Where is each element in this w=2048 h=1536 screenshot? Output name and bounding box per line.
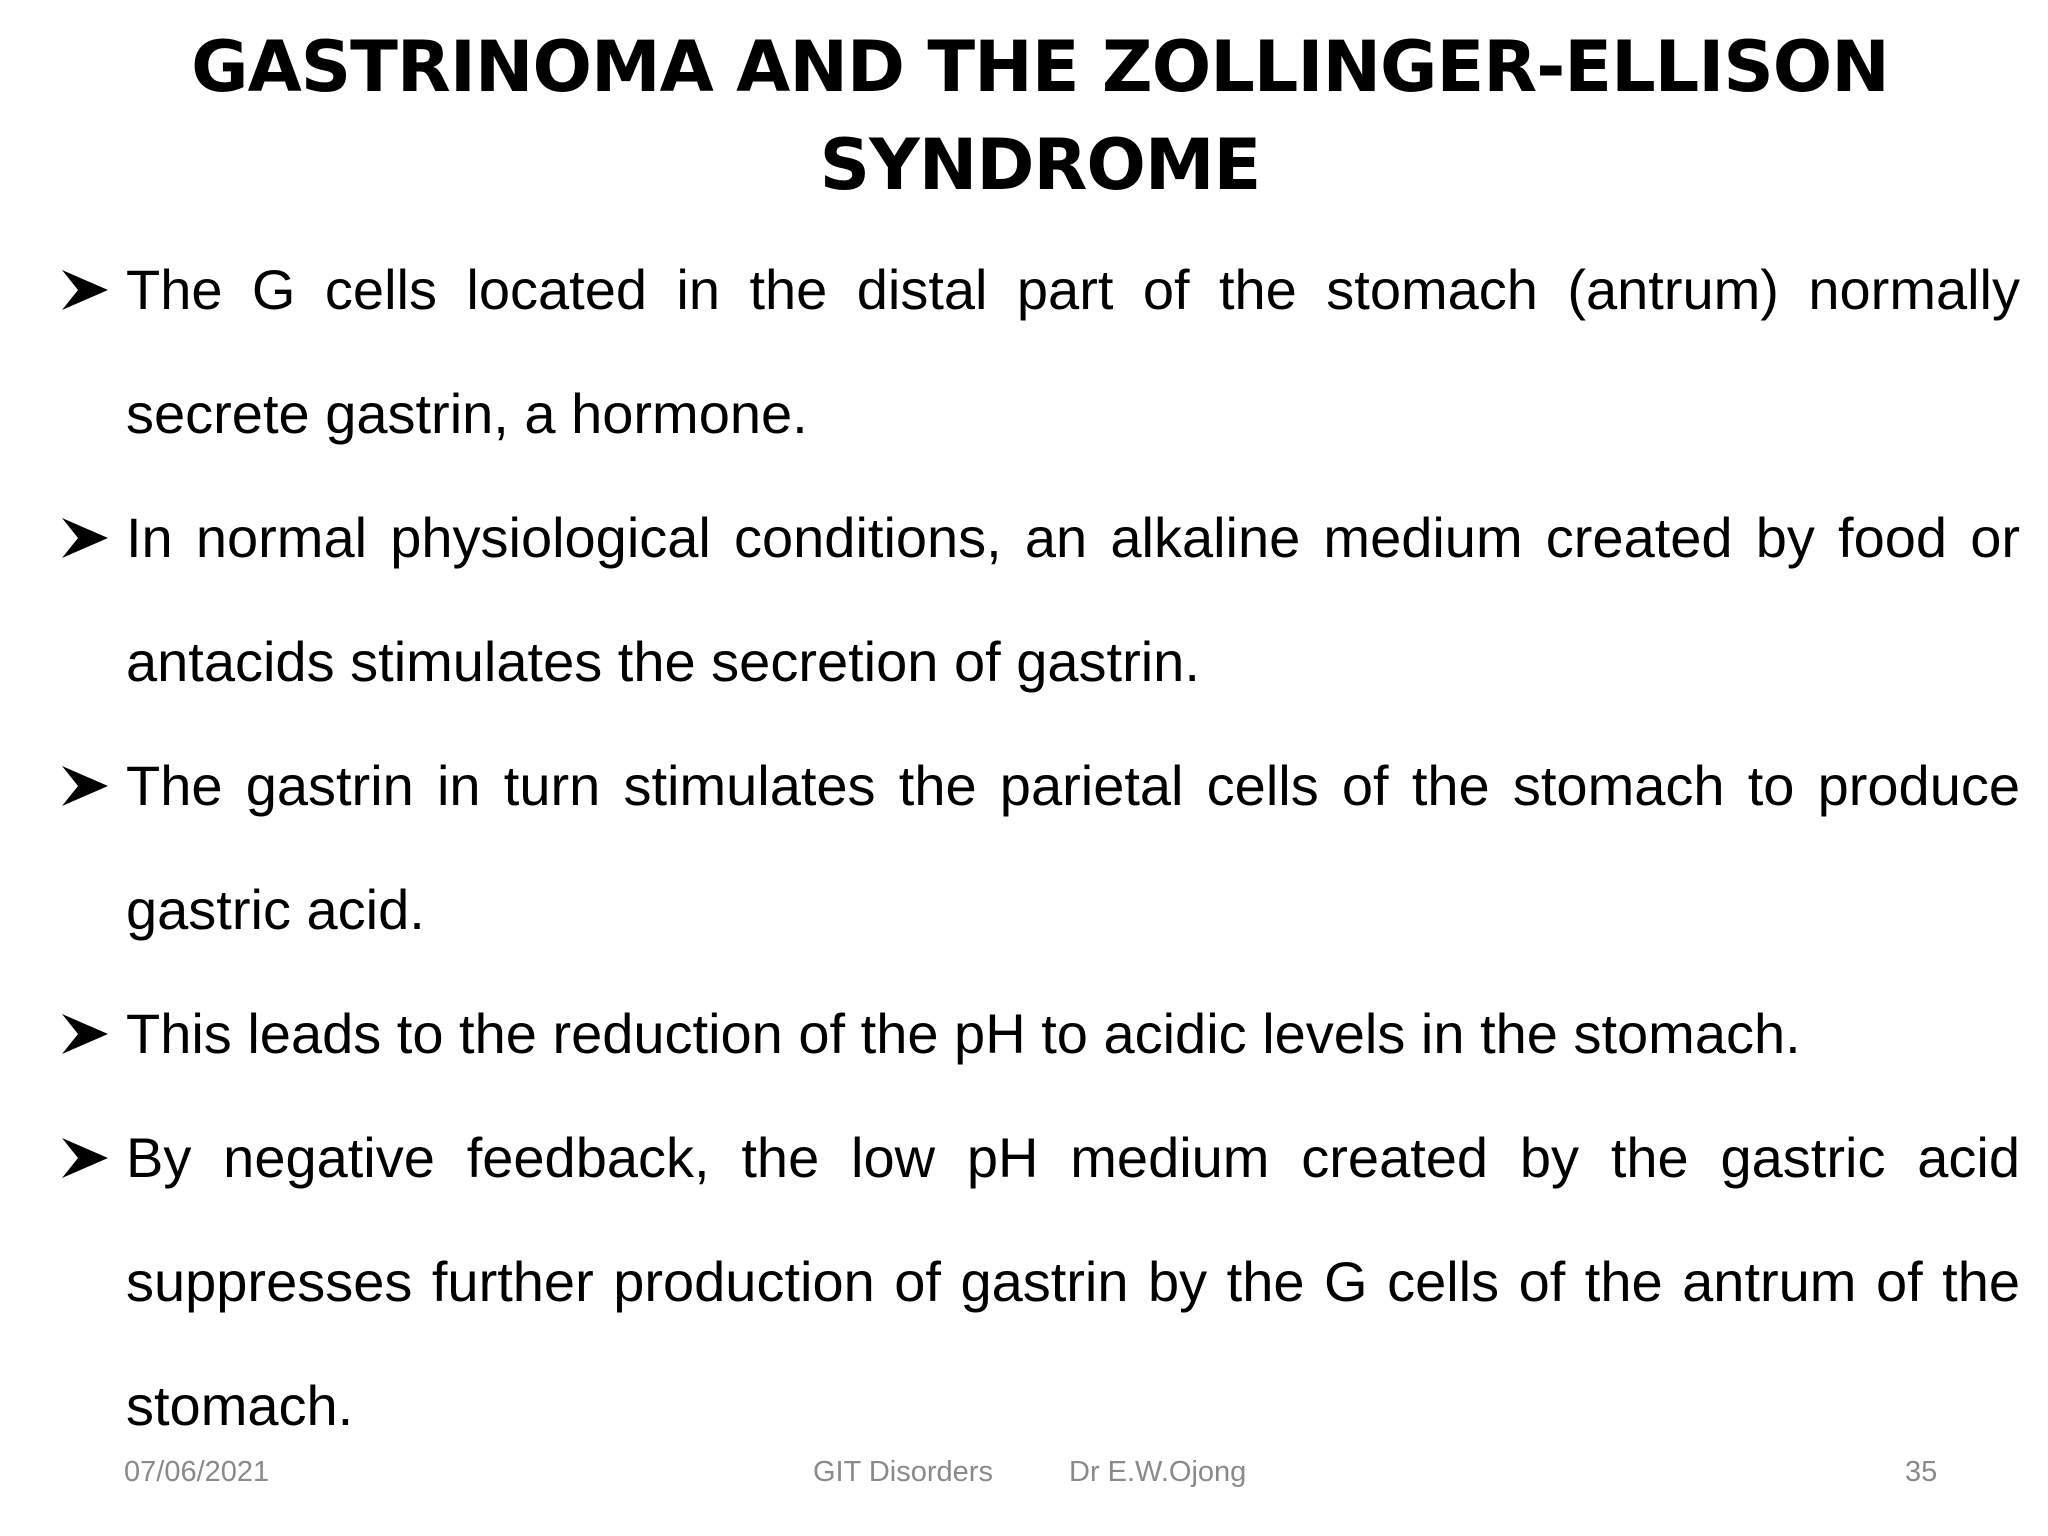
arrow-bullet-icon <box>60 228 126 352</box>
slide-title: GASTRINOMA AND THE ZOLLINGER-ELLISON SYNDROME <box>191 26 1889 206</box>
arrow-bullet-icon <box>60 1096 126 1220</box>
bullet-text: The gastrin in turn stimulates the parietal cells of the stomach to produce gastric acid. <box>126 754 2020 941</box>
bullet-text: By negative feedback, the low pH medium created by the gastric acid suppresses further production of gastrin by the G cells of the antrum of the stomach. <box>126 1126 2020 1437</box>
footer-title: GIT Disorders <box>813 1456 993 1488</box>
bullet-text: This leads to the reduction of the pH to acidic levels in the stomach. <box>126 1002 1801 1065</box>
arrow-bullet-icon <box>60 972 126 1096</box>
bullet-item <box>60 972 2020 1096</box>
bullet-text: In normal physiological conditions, an alkaline medium created by food or antacids stimulates the secretion of gastrin. <box>126 506 2020 693</box>
slide-number: 35 <box>1905 1456 1938 1488</box>
bullet-text: The G cells located in the distal part of the stomach (antrum) normally secrete gastrin, a hormone. <box>126 258 2020 445</box>
bullet-item <box>60 228 2020 476</box>
arrow-bullet-icon <box>60 476 126 600</box>
bullet-list <box>60 228 2020 1468</box>
arrow-bullet-icon <box>60 724 126 848</box>
footer-author: Dr E.W.Ojong <box>1069 1456 1247 1488</box>
bullet-item <box>60 724 2020 972</box>
bullet-item <box>60 1096 2020 1468</box>
footer-date: 07/06/2021 <box>124 1456 270 1488</box>
bullet-item <box>60 476 2020 724</box>
